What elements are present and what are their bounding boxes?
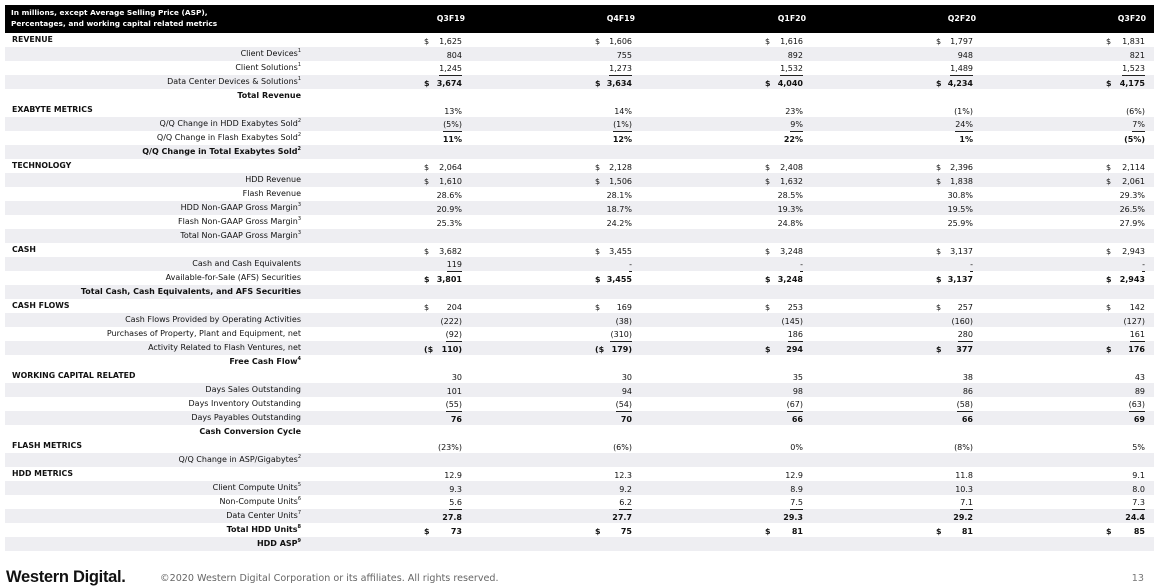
row-label [241, 47, 301, 61]
cell-value: 26.5% [1119, 205, 1145, 214]
row-label-text: Days Sales Outstanding [205, 385, 301, 394]
cell-value: $ 1,506 [595, 177, 632, 186]
cell-value: 119 [447, 259, 462, 272]
cell-value: $ 1,616 [765, 37, 803, 46]
cell-value: $ 3,682 [424, 247, 462, 256]
row-label-text: Q/Q Change in ASP/Gigabytes [178, 455, 298, 464]
row-label-text: Client Compute Units [212, 483, 298, 492]
footnote-marker: 3 [297, 230, 301, 236]
cell-value: 25.9% [947, 219, 973, 228]
cell-value: $ 253 [765, 303, 803, 312]
row-label [189, 397, 302, 411]
cell-value: - [800, 259, 803, 272]
cell-value: - [1142, 259, 1145, 272]
cell-value: $ 2,408 [765, 163, 803, 172]
cell-value: $ 3,137 [936, 275, 973, 284]
cell-value: 8.0 [1132, 485, 1145, 494]
row-label [81, 285, 301, 299]
cell-value: $ 73 [424, 527, 462, 536]
cell-value: 22% [783, 135, 803, 144]
cell-value: (92) [446, 329, 462, 342]
cell-value: 5% [1132, 443, 1145, 452]
row-label-text: Free Cash Flow [229, 357, 298, 366]
row-label-text: Non-Compute Units [219, 497, 298, 506]
cell-value: ($ 110) [424, 345, 462, 354]
row-label-text: Cash and Cash Equivalents [192, 259, 301, 268]
cell-value: - [629, 259, 632, 272]
row-label-text: HDD ASP [256, 539, 298, 548]
row-label [220, 495, 302, 509]
cell-value: $ 2,396 [936, 163, 973, 172]
section-label: EXABYTE METRICS [12, 105, 93, 114]
cell-value: 86 [962, 387, 973, 396]
section-row [5, 439, 1154, 453]
cell-value: 28.1% [606, 191, 632, 200]
cell-value: 1,532 [780, 63, 803, 76]
cell-value: $ 81 [936, 527, 973, 536]
cell-value: (54) [616, 399, 632, 412]
row-label [160, 117, 301, 131]
row-label [226, 509, 301, 523]
row-label [205, 383, 301, 397]
footnote-marker: 2 [297, 132, 301, 138]
cell-value: (310) [610, 329, 632, 342]
cell-value: 18.7% [606, 205, 632, 214]
cell-value: $ 2,943 [1106, 275, 1145, 284]
cell-value: 7.1 [960, 497, 973, 510]
section-label: CASH FLOWS [12, 301, 70, 310]
cell-value: (38) [615, 317, 632, 326]
row-label-text: HDD Non-GAAP Gross Margin [180, 203, 298, 212]
cell-value: 7% [1132, 119, 1145, 132]
row-label [167, 75, 301, 89]
cell-value: 43 [1134, 373, 1145, 382]
cell-value: 20.9% [436, 205, 462, 214]
cell-value: (5%) [443, 119, 462, 132]
row-label [235, 61, 301, 75]
row-label-text: Total Revenue [237, 91, 301, 100]
column-header: Q4F19 [606, 14, 635, 23]
row-label [125, 313, 301, 327]
row-label-text: Total HDD Units [226, 525, 298, 534]
cell-value: 23% [785, 107, 803, 116]
cell-value: 9.1 [1132, 471, 1145, 480]
cell-value: ($ 179) [595, 345, 632, 354]
cell-value: (63) [1129, 399, 1145, 412]
footnote-marker: 5 [297, 482, 301, 488]
cell-value: $ 4,040 [765, 79, 803, 88]
cell-value: $ 3,801 [424, 275, 462, 284]
table-row [5, 247, 1154, 271]
footnote-marker: 8 [297, 524, 301, 530]
cell-value: 8.9 [790, 485, 803, 494]
row-label [142, 145, 301, 159]
cell-value: $ 3,455 [595, 247, 632, 256]
cell-value: (23%) [437, 443, 462, 452]
row-label [181, 201, 301, 215]
cell-value: $ 3,248 [765, 275, 803, 284]
row-label-text: Q/Q Change in HDD Exabytes Sold [159, 119, 298, 128]
footnote-marker: 9 [297, 538, 301, 544]
header-title-line1: In millions, except Average Selling Price (ASP), [11, 8, 208, 17]
cell-value: 66 [961, 415, 973, 424]
row-label-text: HDD Revenue [245, 175, 301, 184]
cell-value: 27.9% [1119, 219, 1145, 228]
cell-value: 29.2 [953, 513, 973, 522]
cell-value: 280 [958, 329, 973, 342]
cell-value: $ 169 [595, 303, 632, 312]
row-label [227, 523, 301, 537]
cell-value: 25.3% [436, 219, 462, 228]
cell-value: 6.2 [619, 497, 632, 510]
cell-value: 66 [791, 415, 803, 424]
cell-value: $ 3,634 [595, 79, 632, 88]
cell-value: 12% [612, 135, 632, 144]
row-label-text: Flash Revenue [242, 189, 301, 198]
row-label [157, 131, 301, 145]
row-label [229, 355, 301, 369]
section-label: WORKING CAPITAL RELATED [12, 371, 136, 380]
row-label [178, 215, 301, 229]
cell-value: 9% [790, 119, 803, 132]
cell-value: 7.3 [1132, 497, 1145, 510]
copyright-text: ©2020 Western Digital Corporation or its affiliates. All rights reserved. [160, 573, 499, 584]
cell-value: 24.4 [1125, 513, 1145, 522]
section-row [5, 159, 1154, 173]
cell-value: $ 257 [936, 303, 973, 312]
footnote-marker: 2 [297, 454, 301, 460]
cell-value: 9.3 [449, 485, 462, 494]
cell-value: 98 [792, 387, 803, 396]
cell-value: $ 1,831 [1106, 37, 1145, 46]
cell-value: $ 377 [936, 345, 973, 354]
cell-value: $ 3,137 [936, 247, 973, 256]
cell-value: 7.5 [790, 497, 803, 510]
cell-value: $ 1,606 [595, 37, 632, 46]
cell-value: (145) [781, 317, 803, 326]
footnote-marker: 4 [297, 356, 301, 362]
footnote-marker: 7 [297, 510, 301, 516]
table-header [5, 5, 1154, 33]
cell-value: 76 [450, 415, 462, 424]
cell-value: $ 75 [595, 527, 632, 536]
section-row [5, 33, 1154, 47]
cell-value: (67) [787, 399, 803, 412]
cell-value: $ 294 [765, 345, 803, 354]
cell-value: 94 [621, 387, 632, 396]
section-label: TECHNOLOGY [12, 161, 72, 170]
cell-value: $ 81 [765, 527, 803, 536]
cell-value: $ 1,797 [936, 37, 973, 46]
cell-value: $ 2,943 [1106, 247, 1145, 256]
cell-value: $ 4,175 [1106, 79, 1145, 88]
cell-value: 35 [792, 373, 803, 382]
cell-value: 186 [788, 329, 803, 342]
cell-value: 0% [790, 443, 803, 452]
footnote-marker: 1 [297, 76, 301, 82]
row-label-text: Activity Related to Flash Ventures, net [148, 343, 301, 352]
column-header: Q3F20 [1117, 14, 1146, 23]
cell-value: 948 [957, 51, 973, 60]
section-row [5, 103, 1154, 117]
cell-value: 12.9 [444, 471, 462, 480]
cell-value: $ 176 [1106, 345, 1145, 354]
row-label-text: Days Payables Outstanding [191, 413, 301, 422]
cell-value: 27.8 [442, 513, 462, 522]
cell-value: (160) [951, 317, 973, 326]
row-label [178, 453, 301, 467]
column-header: Q3F19 [436, 14, 465, 23]
row-label-text: Available-for-Sale (AFS) Securities [165, 273, 301, 282]
cell-value: $ 2,064 [424, 163, 462, 172]
section-label: HDD METRICS [12, 469, 73, 478]
cell-value: $ 2,061 [1106, 177, 1145, 186]
cell-value: 12.3 [614, 471, 632, 480]
cell-value: $ 1,838 [936, 177, 973, 186]
cell-value: 28.5% [777, 191, 803, 200]
column-header: Q1F20 [777, 14, 806, 23]
row-label-text: Flash Non-GAAP Gross Margin [178, 217, 298, 226]
cell-value: 12.9 [785, 471, 803, 480]
cell-value: (58) [957, 399, 973, 412]
row-label [245, 173, 301, 187]
cell-value: (5%) [1124, 135, 1145, 144]
row-label-text: Client Devices [240, 49, 298, 58]
cell-value: 161 [1130, 329, 1145, 342]
footnote-marker: 1 [297, 62, 301, 68]
cell-value: 1,245 [439, 63, 462, 76]
row-label-text: Cash Conversion Cycle [199, 427, 301, 436]
cell-value: 11.8 [955, 471, 973, 480]
cell-value: $ 3,674 [424, 79, 462, 88]
cell-value: (222) [440, 317, 462, 326]
cell-value: 30 [451, 373, 462, 382]
cell-value: $ 2,128 [595, 163, 632, 172]
cell-value: $ 4,234 [936, 79, 973, 88]
row-label-text: Days Inventory Outstanding [188, 399, 301, 408]
cell-value: 1,273 [609, 63, 632, 76]
cell-value: 9.2 [619, 485, 632, 494]
row-label [192, 257, 301, 271]
section-row [5, 243, 1154, 257]
section-label: CASH [12, 245, 36, 254]
row-label-text: Q/Q Change in Total Exabytes Sold [142, 147, 298, 156]
cell-value: (1%) [613, 119, 632, 132]
cell-value: $ 204 [424, 303, 462, 312]
cell-value: (6%) [613, 443, 632, 452]
cell-value: - [970, 259, 973, 272]
footnote-marker: 2 [297, 118, 301, 124]
row-label-text: Total Non-GAAP Gross Margin [180, 231, 298, 240]
cell-value: $ 2,114 [1106, 163, 1145, 172]
cell-value: 24% [955, 119, 973, 132]
footnote-marker: 1 [297, 48, 301, 54]
section-label: FLASH METRICS [12, 441, 82, 450]
cell-value: $ 85 [1106, 527, 1145, 536]
cell-value: 1,523 [1122, 63, 1145, 76]
row-label [148, 341, 301, 355]
cell-value: 14% [614, 107, 632, 116]
cell-value: 30.8% [947, 191, 973, 200]
cell-value: 13% [444, 107, 462, 116]
page-number: 13 [1131, 573, 1144, 584]
header-title-line2: Percentages, and working capital related metrics [11, 19, 218, 28]
cell-value: 28.6% [436, 191, 462, 200]
row-label-text: Client Solutions [235, 63, 298, 72]
row-label-text: Q/Q Change in Flash Exabytes Sold [156, 133, 298, 142]
cell-value: 11% [442, 135, 462, 144]
row-label [213, 481, 301, 495]
cell-value: 1% [959, 135, 973, 144]
cell-value: 10.3 [955, 485, 973, 494]
cell-value: 19.5% [947, 205, 973, 214]
row-label [237, 89, 301, 103]
row-label [166, 271, 301, 285]
cell-value: 29.3% [1119, 191, 1145, 200]
row-label [180, 229, 301, 243]
cell-value: 804 [446, 51, 462, 60]
cell-value: 30 [621, 373, 632, 382]
row-label-text: Data Center Devices & Solutions [167, 77, 298, 86]
cell-value: $ 1,632 [765, 177, 803, 186]
cell-value: $ 1,625 [424, 37, 462, 46]
row-label-text: Purchases of Property, Plant and Equipment, net [106, 329, 301, 338]
cell-value: 5.6 [449, 497, 462, 510]
cell-value: 38 [962, 373, 973, 382]
cell-value: (55) [446, 399, 462, 412]
row-label [107, 327, 301, 341]
section-row [5, 369, 1154, 383]
cell-value: 101 [446, 387, 462, 396]
row-label-text: Total Cash, Cash Equivalents, and AFS Securities [80, 287, 301, 296]
cell-value: 24.8% [777, 219, 803, 228]
header-title [11, 7, 217, 29]
section-row [5, 467, 1154, 481]
cell-value: 29.3 [783, 513, 803, 522]
cell-value: (1%) [954, 107, 973, 116]
table-row [5, 303, 1154, 327]
column-header: Q2F20 [947, 14, 976, 23]
footnote-marker: 6 [297, 496, 301, 502]
cell-value: $ 142 [1106, 303, 1145, 312]
footnote-marker: 3 [297, 216, 301, 222]
row-label [243, 187, 301, 201]
cell-value: 27.7 [612, 513, 632, 522]
row-label-text: Data Center Units [226, 511, 298, 520]
cell-value: $ 3,248 [765, 247, 803, 256]
cell-value: 19.3% [777, 205, 803, 214]
cell-value: 69 [1133, 415, 1145, 424]
row-label [191, 411, 301, 425]
footnote-marker: 3 [297, 202, 301, 208]
cell-value: (127) [1123, 317, 1145, 326]
row-label [257, 537, 301, 551]
cell-value: 755 [616, 51, 632, 60]
row-label-text: Cash Flows Provided by Operating Activities [125, 315, 301, 324]
cell-value: $ 3,455 [595, 275, 632, 284]
cell-value: 89 [1134, 387, 1145, 396]
cell-value: (6%) [1126, 107, 1145, 116]
section-row [5, 299, 1154, 313]
row-label [199, 425, 301, 439]
section-label: REVENUE [12, 35, 53, 44]
cell-value: $ 1,610 [424, 177, 462, 186]
cell-value: 892 [787, 51, 803, 60]
footnote-marker: 2 [297, 146, 301, 152]
company-logo: Western Digital. [6, 568, 126, 586]
cell-value: 24.2% [606, 219, 632, 228]
cell-value: 70 [620, 415, 632, 424]
cell-value: (8%) [954, 443, 973, 452]
cell-value: 1,489 [950, 63, 973, 76]
cell-value: 821 [1129, 51, 1145, 60]
